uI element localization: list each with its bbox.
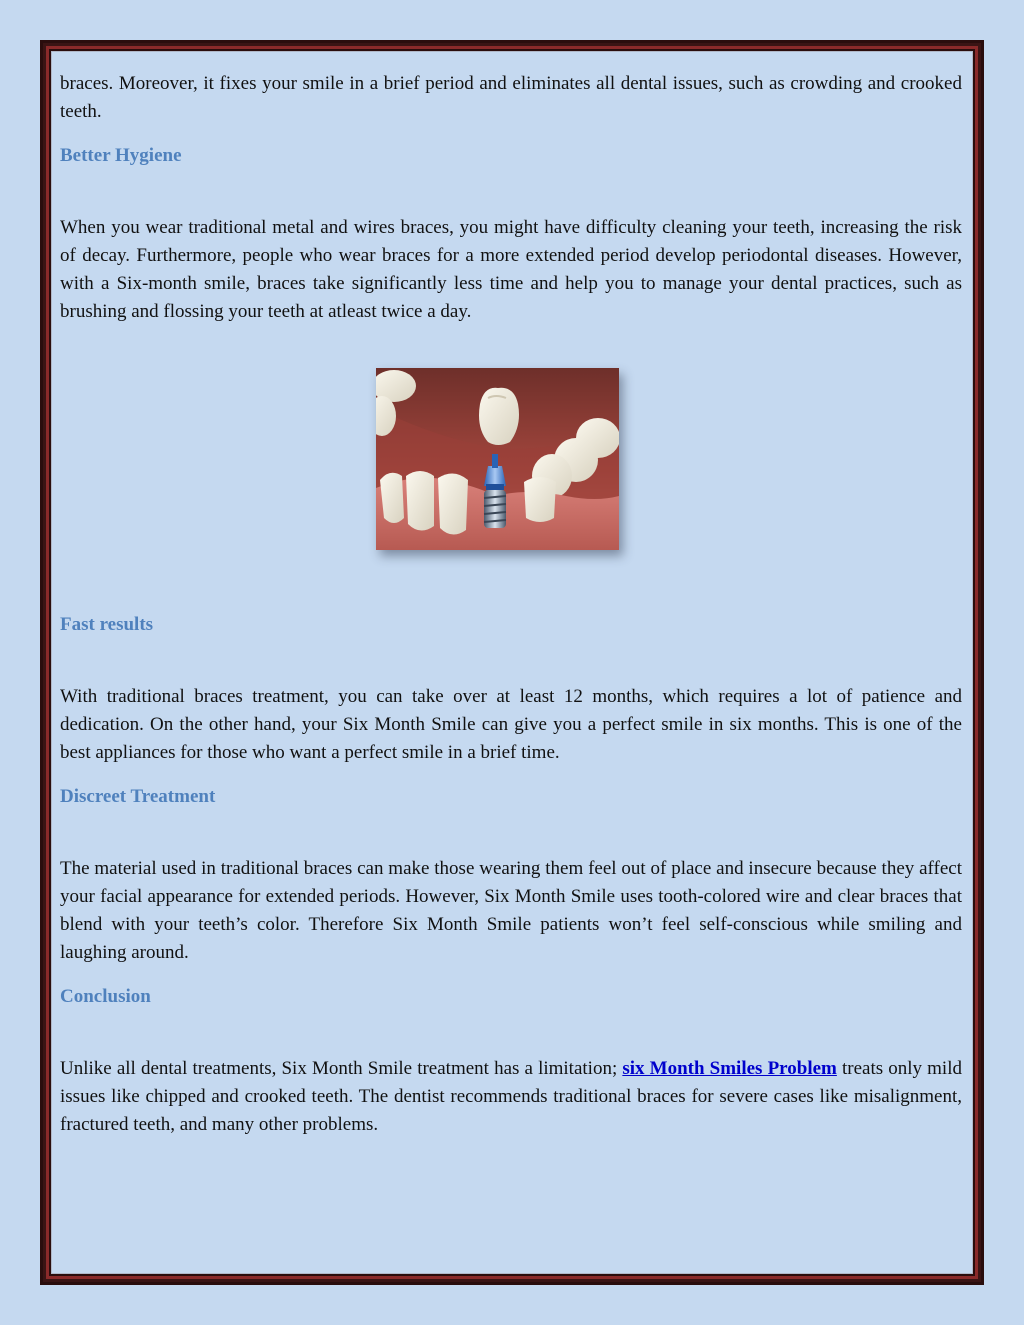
document-page [51,51,973,1274]
dental-implant-icon [376,368,619,550]
heading-better-hygiene: Better Hygiene [60,145,182,166]
six-month-smiles-problem-link[interactable]: six Month Smiles Problem [622,1058,837,1079]
conclusion-text-after-link: treats only mild issues like chipped and crooked teeth. The dentist recommends traditional braces for severe cases like misalignment, fractured teeth, and many other problems. [60,1058,962,1135]
heading-conclusion: Conclusion [60,986,151,1007]
page-border-frame [40,40,984,1285]
paragraph-conclusion [60,1055,962,1139]
paragraph-discreet-treatment: The material used in traditional braces can make those wearing them feel out of place and insecure because they affect your facial appearance for extended periods. However, Six Month Smile uses tooth-colored wire and clear braces that blend with your teeth’s color. Therefore Six Month Smile patients won’t feel self-conscious while smiling and laughing around. [60,858,962,963]
conclusion-text-before-link: Unlike all dental treatments, Six Month Smile treatment has a limitation; [60,1058,623,1079]
heading-discreet-treatment: Discreet Treatment [60,786,216,807]
paragraph-better-hygiene: When you wear traditional metal and wires braces, you might have difficulty cleaning your teeth, increasing the risk of decay. Furthermore, people who wear braces for a more extended period develop periodontal diseases. However, with a Six-month smile, braces take significantly less time and help you to manage your dental practices, such as brushing and flossing your teeth at atleast twice a day. [60,217,962,322]
page-border-inner [49,49,975,1276]
intro-paragraph: braces. Moreover, it fixes your smile in a brief period and eliminates all dental issues, such as crowding and crooked teeth. [60,73,962,122]
heading-fast-results: Fast results [60,614,154,635]
paragraph-fast-results: With traditional braces treatment, you can take over at least 12 months, which requires a lot of patience and dedication. On the other hand, your Six Month Smile can give you a perfect smile in six months. This is one of the best appliances for those who want a perfect smile in a brief time. [60,686,962,763]
dental-implant-illustration [376,368,619,550]
page-border-accent [46,46,978,1279]
figure-container [60,368,962,551]
document-content [60,70,962,1139]
